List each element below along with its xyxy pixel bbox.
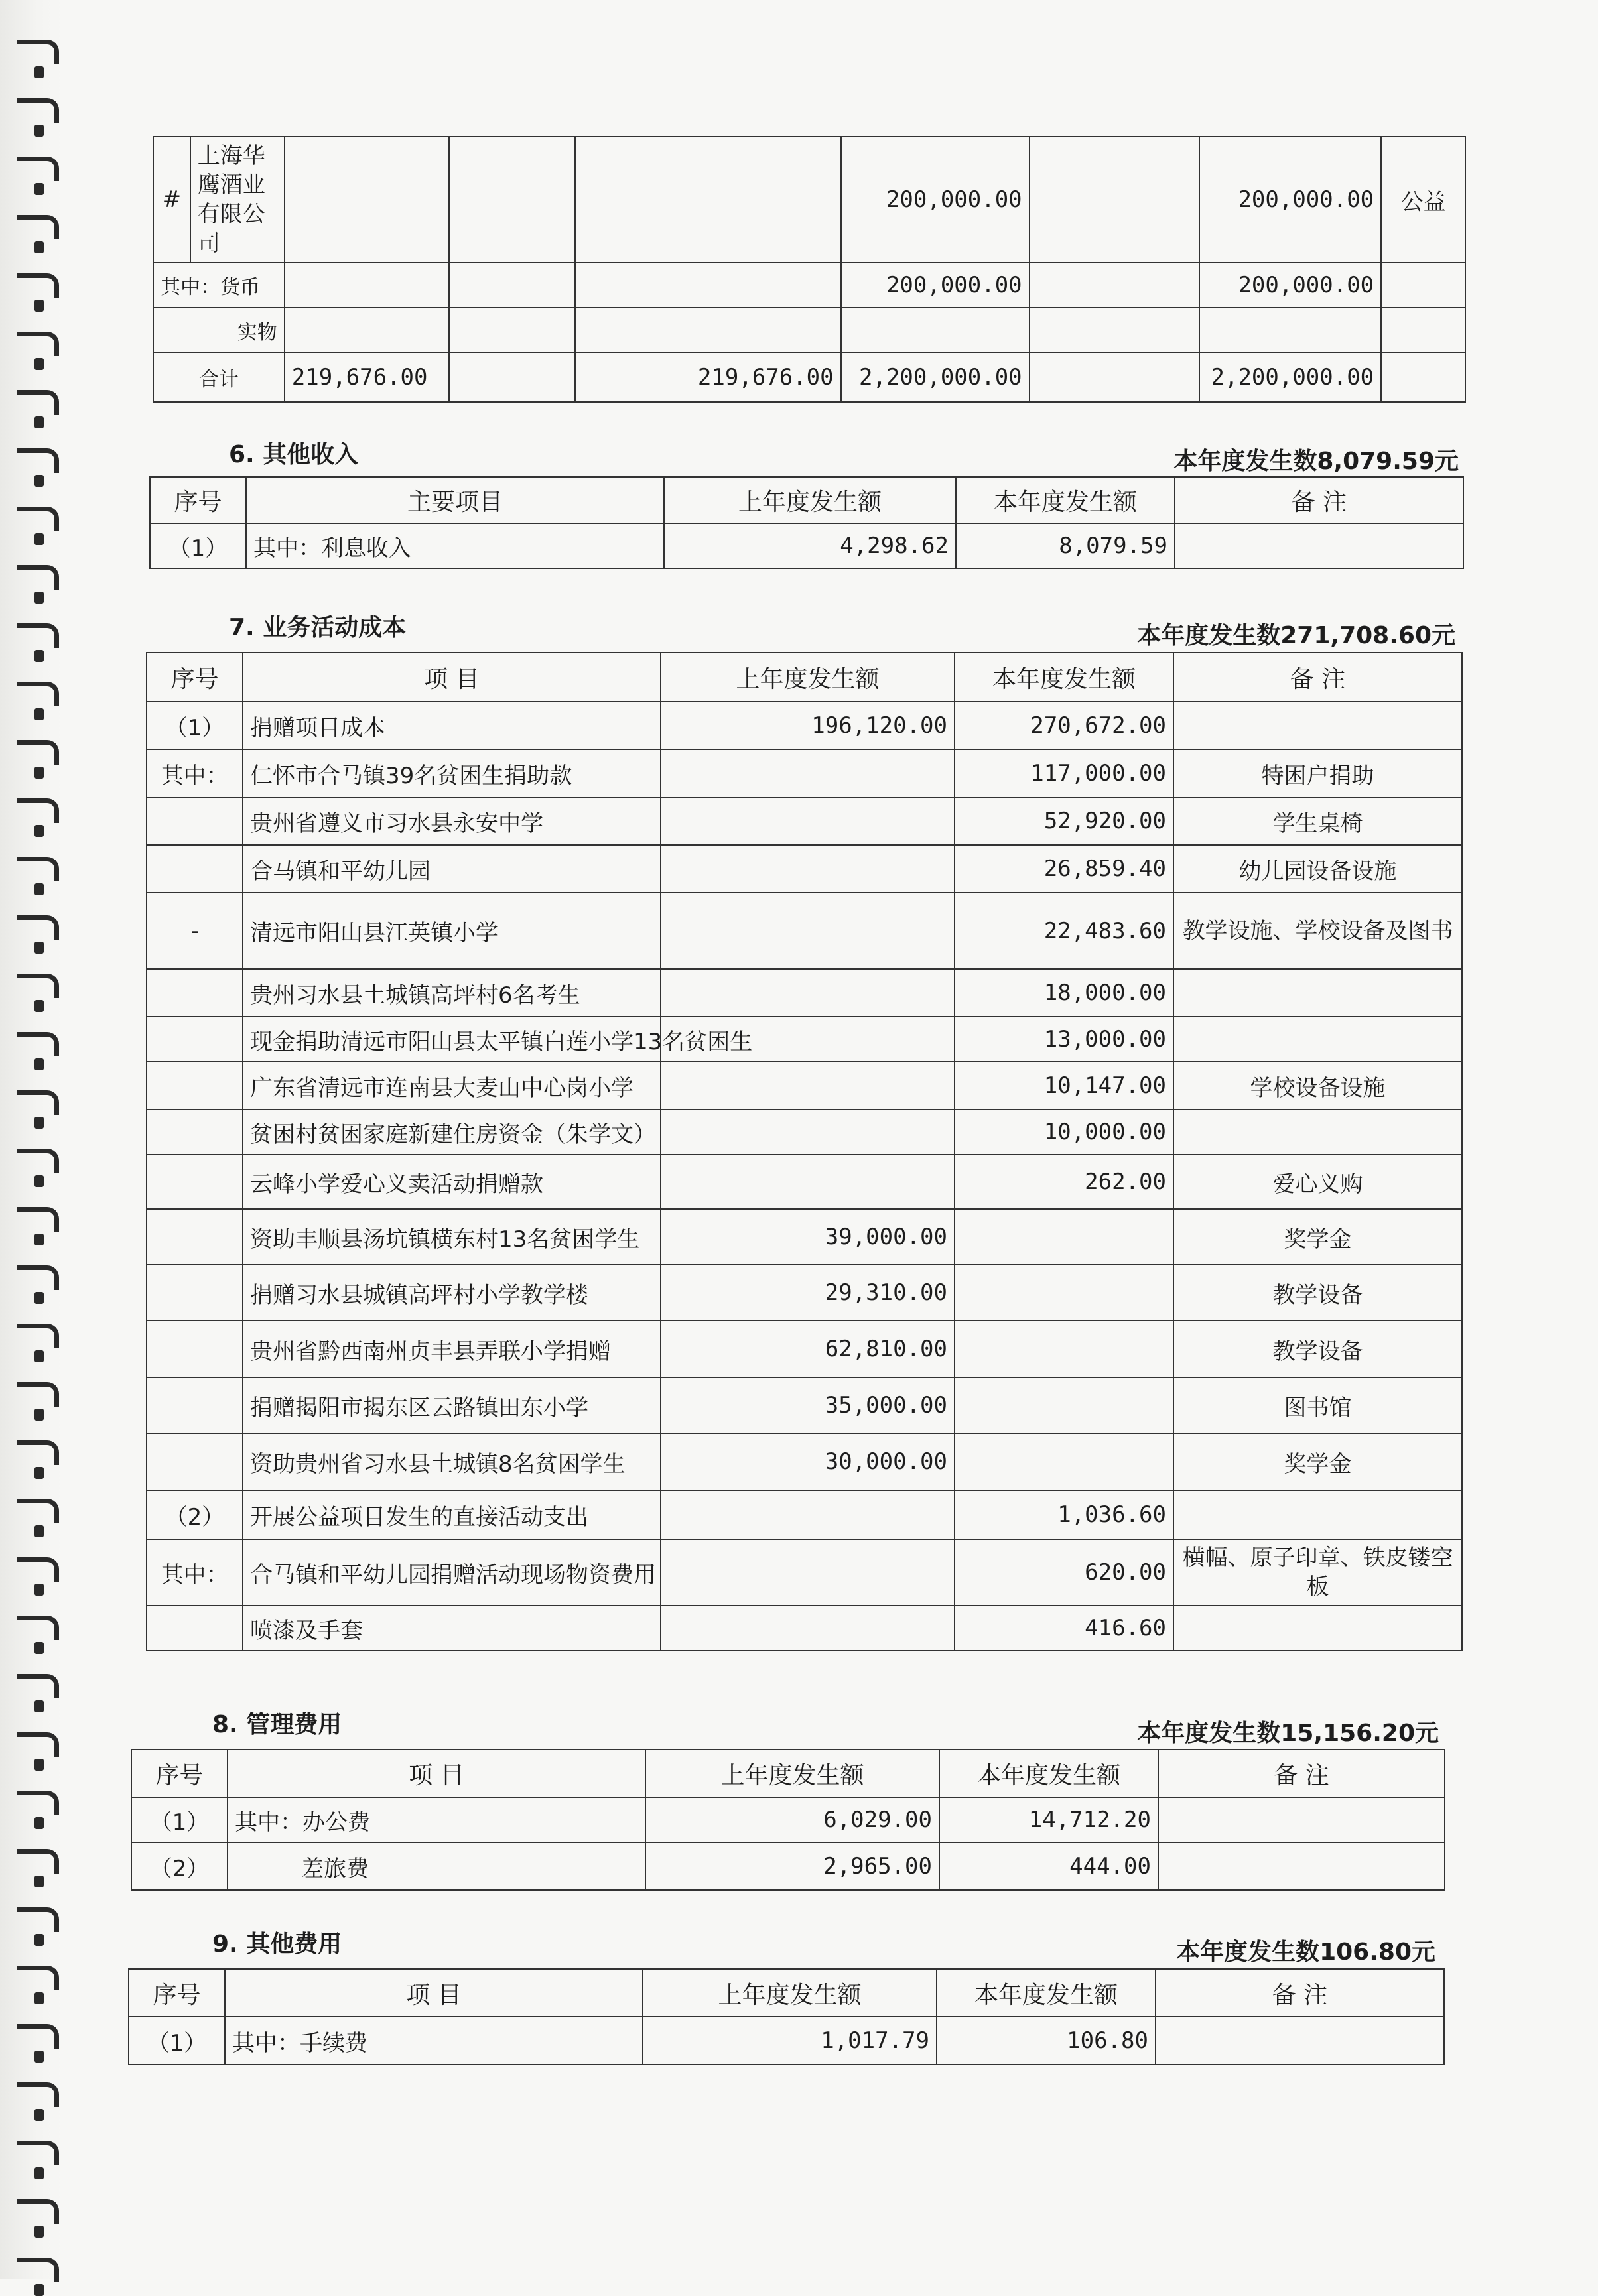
curr-amount-cell: 26,859.40 — [955, 845, 1173, 893]
binding-ring — [17, 1440, 59, 1465]
item-cell: 合马镇和平幼儿园捐赠活动现场物资费用 — [243, 1539, 661, 1606]
binding-ring — [17, 1732, 59, 1757]
row-label: 实物 — [153, 308, 285, 353]
binding-ring — [17, 1499, 59, 1523]
prev-amount-cell: 4,298.62 — [664, 523, 956, 568]
note-cell: 特困户捐助 — [1173, 749, 1462, 797]
item-cell: 云峰小学爱心义卖活动捐赠款 — [243, 1155, 661, 1209]
binding-hole — [34, 1175, 44, 1187]
note-cell: 幼儿园设备设施 — [1173, 845, 1462, 893]
admin-expense-table — [131, 1749, 1445, 1891]
binding-hole — [34, 767, 44, 779]
column-header: 序号 — [131, 1750, 228, 1797]
prev-amount-cell — [661, 749, 955, 797]
binding-ring — [17, 1674, 59, 1698]
seq-cell: （1） — [150, 523, 246, 568]
column-header: 本年度发生额 — [939, 1750, 1158, 1797]
other-income-table — [149, 476, 1464, 569]
binding-ring — [17, 740, 59, 765]
binding-hole — [34, 650, 44, 662]
prev-amount-cell: 29,310.00 — [661, 1265, 955, 1320]
table-row — [147, 1017, 1462, 1062]
table-row — [147, 845, 1462, 893]
binding-ring — [17, 157, 59, 181]
prev-amount-cell — [661, 1606, 955, 1651]
binding-hole — [34, 2284, 44, 2296]
note-cell: 学校设备设施 — [1173, 1062, 1462, 1110]
item-cell: 其中：利息收入 — [246, 523, 664, 568]
binding-ring — [17, 1032, 59, 1056]
curr-amount-cell: 13,000.00 — [955, 1017, 1173, 1062]
curr-amount-cell: 1,036.60 — [955, 1490, 1173, 1539]
item-cell: 仁怀市合马镇39名贫困生捐助款 — [243, 749, 661, 797]
seq-cell: （2） — [131, 1842, 228, 1890]
seq-cell: （1） — [129, 2017, 225, 2065]
table-row — [153, 353, 1465, 402]
curr-amount-cell — [955, 1265, 1173, 1320]
column-header: 备 注 — [1158, 1750, 1445, 1797]
curr-amount-cell: 262.00 — [955, 1155, 1173, 1209]
header-row — [147, 653, 1462, 702]
seq-cell — [147, 845, 243, 893]
prev-amount-cell: 196,120.00 — [661, 702, 955, 749]
column-header: 本年度发生额 — [956, 477, 1175, 523]
prev-amount-cell: 35,000.00 — [661, 1377, 955, 1433]
binding-ring — [17, 1207, 59, 1232]
binding-hole — [34, 1525, 44, 1537]
binding-ring — [17, 390, 59, 415]
prev-amount-cell: 1,017.79 — [643, 2017, 937, 2065]
binding-ring — [17, 623, 59, 648]
curr-amount-cell: 18,000.00 — [955, 969, 1173, 1017]
binding-hole — [34, 883, 44, 895]
note-cell — [1158, 1797, 1445, 1842]
table-row — [147, 797, 1462, 845]
column-header: 主要项目 — [246, 477, 664, 523]
table-row — [147, 1209, 1462, 1265]
table-row — [147, 1110, 1462, 1155]
binding-ring — [17, 332, 59, 356]
amount-cell: 200,000.00 — [1199, 263, 1381, 308]
table-row — [131, 1842, 1445, 1890]
binding-ring — [17, 2258, 59, 2282]
table-row — [147, 1539, 1462, 1606]
seq-cell — [147, 1209, 243, 1265]
binding-ring — [17, 682, 59, 706]
item-cell: 开展公益项目发生的直接活动支出 — [243, 1490, 661, 1539]
note-cell: 教学设备 — [1173, 1265, 1462, 1320]
binding-ring — [17, 2082, 59, 2107]
amount-cell: 200,000.00 — [1199, 137, 1381, 263]
seq-cell: 其中： — [147, 1539, 243, 1606]
binding-hole — [34, 1642, 44, 1654]
column-header: 项 目 — [225, 1969, 643, 2017]
binding-hole — [34, 241, 44, 253]
curr-amount-cell: 117,000.00 — [955, 749, 1173, 797]
item-cell: 差旅费 — [228, 1842, 645, 1890]
curr-amount-cell: 416.60 — [955, 1606, 1173, 1651]
curr-amount-cell — [955, 1320, 1173, 1377]
binding-ring — [17, 565, 59, 590]
item-cell: 喷漆及手套 — [243, 1606, 661, 1651]
curr-amount-cell — [955, 1433, 1173, 1490]
table-row — [153, 308, 1465, 353]
item-cell: 其中：手续费 — [225, 2017, 643, 2065]
seq-cell — [147, 1433, 243, 1490]
curr-amount-cell: 22,483.60 — [955, 893, 1173, 969]
binding-hole — [34, 942, 44, 954]
seq-cell — [147, 1062, 243, 1110]
column-header: 上年度发生额 — [643, 1969, 937, 2017]
binding-hole — [34, 2226, 44, 2238]
item-cell: 捐赠习水县城镇高坪村小学教学楼 — [243, 1265, 661, 1320]
note-cell: 奖学金 — [1173, 1433, 1462, 1490]
item-cell: 捐赠揭阳市揭东区云路镇田东小学 — [243, 1377, 661, 1433]
prev-amount-cell — [661, 1539, 955, 1606]
donation-table-continued — [153, 136, 1466, 403]
amount-cell: 219,676.00 — [285, 353, 450, 402]
binding-hole — [34, 1467, 44, 1479]
note-cell: 横幅、原子印章、铁皮镂空板 — [1173, 1539, 1462, 1606]
note-cell — [1158, 1842, 1445, 1890]
column-header: 备 注 — [1156, 1969, 1444, 2017]
item-cell: 贵州省遵义市习水县永安中学 — [243, 797, 661, 845]
note-cell: 爱心义购 — [1173, 1155, 1462, 1209]
column-header: 备 注 — [1175, 477, 1463, 523]
binding-hole — [34, 300, 44, 312]
table-row — [153, 263, 1465, 308]
note-cell — [1156, 2017, 1444, 2065]
column-header: 序号 — [150, 477, 246, 523]
prev-amount-cell: 2,965.00 — [645, 1842, 939, 1890]
note-cell — [1173, 1490, 1462, 1539]
column-header: 序号 — [129, 1969, 225, 2017]
note-cell — [1173, 969, 1462, 1017]
binding-hole — [34, 1117, 44, 1129]
table-row — [129, 2017, 1444, 2065]
binding-ring — [17, 40, 59, 64]
item-cell: 贵州习水县土城镇高坪村6名考生 — [243, 969, 661, 1017]
binding-ring — [17, 1966, 59, 1990]
table-row — [147, 1155, 1462, 1209]
binding-hole — [34, 1292, 44, 1304]
note-cell — [1173, 1110, 1462, 1155]
column-header: 上年度发生额 — [645, 1750, 939, 1797]
binding-ring — [17, 507, 59, 531]
binding-ring — [17, 215, 59, 239]
binding-hole — [34, 2109, 44, 2121]
row-label: 合计 — [153, 353, 285, 402]
binding-hole — [34, 475, 44, 487]
amount-cell: 200,000.00 — [841, 137, 1030, 263]
table-row — [147, 1062, 1462, 1110]
seq-cell: - — [147, 893, 243, 969]
table-row — [147, 749, 1462, 797]
section-title: 9. 其他费用 — [212, 1931, 342, 1958]
table-row — [147, 1490, 1462, 1539]
table-row — [150, 523, 1463, 568]
note-cell: 教学设备 — [1173, 1320, 1462, 1377]
table-row — [147, 893, 1462, 969]
item-cell: 广东省清远市连南县大麦山中心岗小学 — [243, 1062, 661, 1110]
note-cell: 奖学金 — [1173, 1209, 1462, 1265]
binding-ring — [17, 448, 59, 473]
amount-cell: 2,200,000.00 — [1199, 353, 1381, 402]
seq-cell — [147, 1017, 243, 1062]
item-cell: 贫困村贫困家庭新建住房资金（朱学文） — [243, 1110, 661, 1155]
table-row — [147, 702, 1462, 749]
section-total: 本年度发生数15,156.20元 — [1137, 1720, 1439, 1747]
amount-cell: 219,676.00 — [575, 353, 841, 402]
binding-hole — [34, 416, 44, 428]
prev-amount-cell: 30,000.00 — [661, 1433, 955, 1490]
item-cell: 现金捐助清远市阳山县太平镇白莲小学13名贫困生 — [243, 1017, 661, 1062]
binding-hole — [34, 1700, 44, 1712]
prev-amount-cell: 6,029.00 — [645, 1797, 939, 1842]
column-header: 项 目 — [228, 1750, 645, 1797]
binding-hole — [34, 1058, 44, 1070]
binding-ring — [17, 1382, 59, 1407]
column-header: 序号 — [147, 653, 243, 702]
section-total: 本年度发生数106.80元 — [1176, 1939, 1435, 1966]
note-cell — [1173, 702, 1462, 749]
note-cell — [1173, 1017, 1462, 1062]
binding-ring — [17, 1791, 59, 1815]
binding-hole — [34, 125, 44, 137]
curr-amount-cell — [955, 1377, 1173, 1433]
binding-ring — [17, 1090, 59, 1115]
binding-ring — [17, 1324, 59, 1348]
column-header: 本年度发生额 — [955, 653, 1173, 702]
binding-ring — [17, 974, 59, 998]
prev-amount-cell — [661, 1490, 955, 1539]
item-cell: 资助贵州省习水县土城镇8名贫困学生 — [243, 1433, 661, 1490]
seq-cell — [147, 1606, 243, 1651]
prev-amount-cell — [661, 845, 955, 893]
binding-hole — [34, 1934, 44, 1946]
binding-hole — [34, 66, 44, 78]
column-header: 项 目 — [243, 653, 661, 702]
row-label: 其中：货币 — [153, 263, 285, 308]
item-cell: 贵州省黔西南州贞丰县弄联小学捐赠 — [243, 1320, 661, 1377]
binding-hole — [34, 1409, 44, 1421]
binding-hole — [34, 708, 44, 720]
binding-hole — [34, 592, 44, 604]
prev-amount-cell: 62,810.00 — [661, 1320, 955, 1377]
binding-ring — [17, 1557, 59, 1582]
prev-amount-cell — [661, 1110, 955, 1155]
table-row — [147, 969, 1462, 1017]
curr-amount-cell: 52,920.00 — [955, 797, 1173, 845]
column-header: 本年度发生额 — [937, 1969, 1156, 2017]
company-name: 上海华鹰酒业有限公司 — [190, 137, 285, 263]
binding-hole — [34, 1234, 44, 1245]
curr-amount-cell: 444.00 — [939, 1842, 1158, 1890]
note-cell: 图书馆 — [1173, 1377, 1462, 1433]
binding-hole — [34, 1759, 44, 1771]
seq-cell: # — [153, 137, 190, 263]
seq-cell — [147, 1320, 243, 1377]
note-cell — [1175, 523, 1463, 568]
item-cell: 资助丰顺县汤坑镇横东村13名贫困学生 — [243, 1209, 661, 1265]
binding-hole — [34, 1584, 44, 1596]
note-cell: 教学设施、学校设备及图书 — [1173, 893, 1462, 969]
prev-amount-cell: 39,000.00 — [661, 1209, 955, 1265]
seq-cell — [147, 1265, 243, 1320]
curr-amount-cell: 14,712.20 — [939, 1797, 1158, 1842]
item-cell: 捐赠项目成本 — [243, 702, 661, 749]
binding-hole — [34, 2051, 44, 2063]
prev-amount-cell — [661, 1062, 955, 1110]
binding-ring — [17, 857, 59, 881]
binding-hole — [34, 358, 44, 370]
section-title: 6. 其他收入 — [229, 441, 359, 468]
curr-amount-cell: 10,147.00 — [955, 1062, 1173, 1110]
seq-cell: （1） — [131, 1797, 228, 1842]
binding-hole — [34, 1992, 44, 2004]
binding-ring — [17, 1149, 59, 1173]
note-cell: 学生桌椅 — [1173, 797, 1462, 845]
binding-ring — [17, 2199, 59, 2224]
header-row — [131, 1750, 1445, 1797]
seq-cell — [147, 797, 243, 845]
binding-hole — [34, 825, 44, 837]
prev-amount-cell — [661, 969, 955, 1017]
seq-cell — [147, 1110, 243, 1155]
table-row — [147, 1433, 1462, 1490]
section-title: 7. 业务活动成本 — [229, 614, 407, 641]
binding-ring — [17, 1616, 59, 1640]
column-header: 上年度发生额 — [661, 653, 955, 702]
binding-ring — [17, 1265, 59, 1290]
seq-cell: （2） — [147, 1490, 243, 1539]
binding-ring — [17, 1849, 59, 1874]
table-row — [147, 1377, 1462, 1433]
binding-hole — [34, 1817, 44, 1829]
header-row — [150, 477, 1463, 523]
section-title: 8. 管理费用 — [212, 1711, 342, 1738]
seq-cell: （1） — [147, 702, 243, 749]
item-cell: 合马镇和平幼儿园 — [243, 845, 661, 893]
curr-amount-cell — [955, 1209, 1173, 1265]
binding-ring — [17, 1907, 59, 1932]
section-total: 本年度发生数271,708.60元 — [1137, 622, 1455, 649]
note-cell — [1173, 1606, 1462, 1651]
other-expense-table — [128, 1968, 1445, 2065]
binding-ring — [17, 2141, 59, 2165]
prev-amount-cell — [661, 893, 955, 969]
column-header: 上年度发生额 — [664, 477, 956, 523]
prev-amount-cell — [661, 1155, 955, 1209]
binding-hole — [34, 1350, 44, 1362]
item-cell: 清远市阳山县江英镇小学 — [243, 893, 661, 969]
prev-amount-cell — [661, 797, 955, 845]
seq-cell — [147, 1377, 243, 1433]
business-cost-table — [146, 652, 1463, 1651]
table-row — [147, 1265, 1462, 1320]
column-header: 备 注 — [1173, 653, 1462, 702]
table-row — [153, 137, 1465, 263]
curr-amount-cell: 106.80 — [937, 2017, 1156, 2065]
seq-cell: 其中： — [147, 749, 243, 797]
binding-hole — [34, 183, 44, 195]
binding-hole — [34, 1000, 44, 1012]
amount-cell: 200,000.00 — [841, 263, 1030, 308]
table-row — [147, 1606, 1462, 1651]
binding-ring — [17, 98, 59, 123]
amount-cell: 2,200,000.00 — [841, 353, 1030, 402]
binding-hole — [34, 533, 44, 545]
binding-ring — [17, 273, 59, 298]
curr-amount-cell: 620.00 — [955, 1539, 1173, 1606]
binding-hole — [34, 2167, 44, 2179]
binding-ring — [17, 798, 59, 823]
note-cell: 公益 — [1381, 137, 1465, 263]
curr-amount-cell: 10,000.00 — [955, 1110, 1173, 1155]
table-row — [147, 1320, 1462, 1377]
binding-ring — [17, 915, 59, 940]
header-row — [129, 1969, 1444, 2017]
item-cell: 其中：办公费 — [228, 1797, 645, 1842]
seq-cell — [147, 1155, 243, 1209]
section-total: 本年度发生数8,079.59元 — [1173, 448, 1459, 475]
curr-amount-cell: 8,079.59 — [956, 523, 1175, 568]
seq-cell — [147, 969, 243, 1017]
table-row — [131, 1797, 1445, 1842]
binding-hole — [34, 1876, 44, 1887]
binding-ring — [17, 2024, 59, 2049]
curr-amount-cell: 270,672.00 — [955, 702, 1173, 749]
